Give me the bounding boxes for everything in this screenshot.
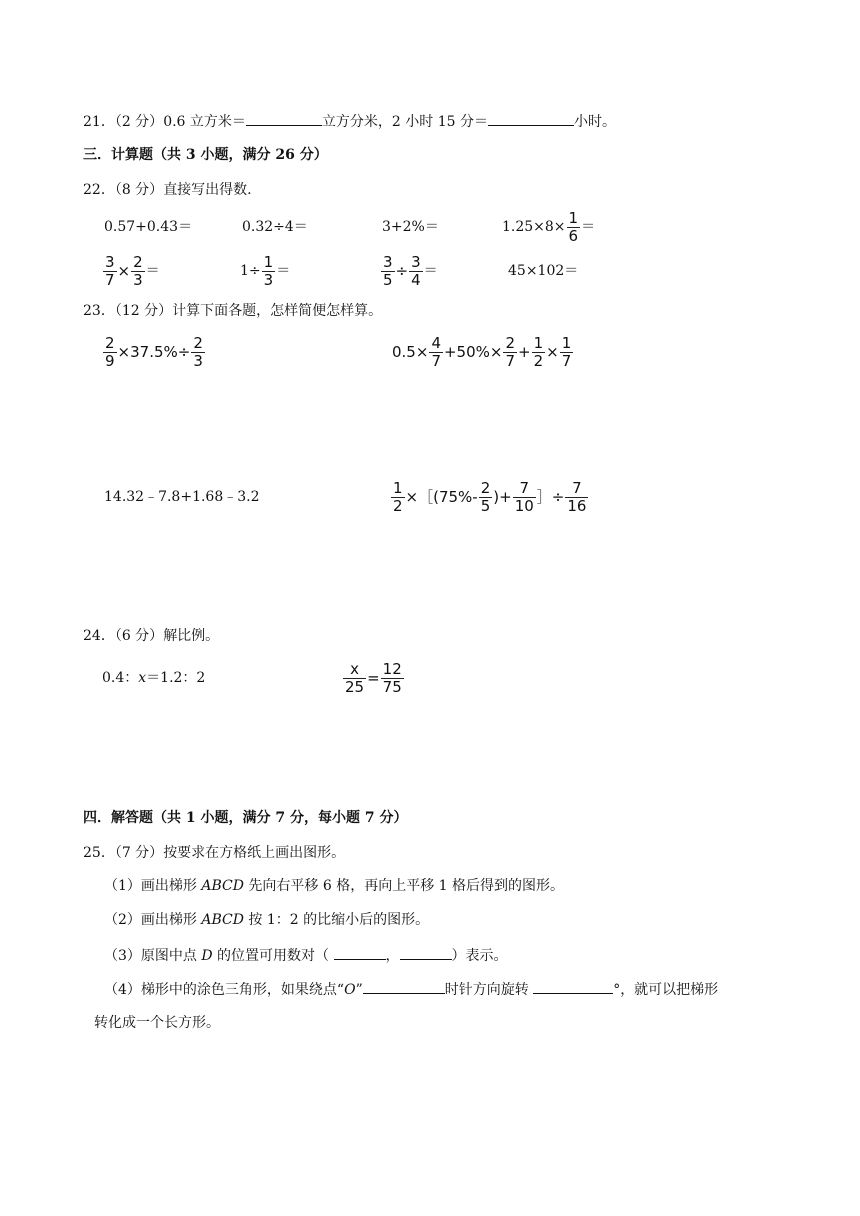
numerator: 1 xyxy=(533,333,544,352)
fraction xyxy=(429,335,443,370)
numerator: 1 xyxy=(568,208,579,227)
denominator: 2 xyxy=(393,496,403,515)
question-text: 0.6 立方米＝ xyxy=(163,114,246,130)
question-text: 计算下面各题，怎样简便怎样算。 xyxy=(172,303,383,319)
denominator: 3 xyxy=(133,270,143,289)
fraction xyxy=(343,661,366,696)
question-number: 25． xyxy=(83,845,115,861)
expression xyxy=(502,209,595,245)
numerator: 1 xyxy=(263,252,274,271)
expression-text: ＝ xyxy=(581,219,596,235)
numerator: 7 xyxy=(513,480,536,498)
expression xyxy=(102,253,160,289)
expression-text: ×37.5%÷ xyxy=(117,343,191,361)
sub-question-2 xyxy=(104,910,429,930)
denominator: 7 xyxy=(561,351,572,370)
fraction xyxy=(191,335,205,370)
expression-text: 0.5× xyxy=(392,343,429,361)
question-score: （12 分） xyxy=(114,303,173,319)
question-25 xyxy=(83,843,345,863)
answer-blank[interactable] xyxy=(400,944,452,960)
expression xyxy=(102,334,206,370)
question-21 xyxy=(83,110,616,132)
denominator: 25 xyxy=(345,677,365,696)
variable: x xyxy=(138,670,147,686)
sub-question-3 xyxy=(104,944,508,966)
numerator: 1 xyxy=(393,478,403,497)
expression-text: ＝ xyxy=(145,263,160,279)
operator: ÷ xyxy=(395,262,409,280)
question-text: （4）梯形中的涂色三角形，如果绕点“ xyxy=(104,982,345,998)
fraction xyxy=(479,480,493,515)
variable: ABCD xyxy=(201,878,244,894)
expression: 0.57+0.43＝ xyxy=(104,219,193,235)
denominator: 7 xyxy=(105,270,115,289)
denominator: 6 xyxy=(568,226,579,245)
question-text: 先向右平移 6 格，再向上平移 1 格后得到的图形。 xyxy=(243,878,565,894)
answer-blank[interactable] xyxy=(246,110,322,126)
expression xyxy=(392,334,574,370)
question-number: 22． xyxy=(83,182,115,198)
question-22 xyxy=(83,180,252,200)
numerator: 2 xyxy=(480,478,491,497)
denominator: 10 xyxy=(514,496,534,515)
question-text: 按要求在方格纸上画出图形。 xyxy=(163,845,346,861)
numerator: 7 xyxy=(565,480,588,498)
answer-blank[interactable] xyxy=(533,978,613,994)
expression: 0.32÷4＝ xyxy=(242,219,308,235)
denominator: 4 xyxy=(411,270,421,289)
expression xyxy=(102,668,205,688)
variable: O xyxy=(344,982,356,998)
expression xyxy=(342,660,405,696)
fraction xyxy=(567,210,581,245)
denominator: 9 xyxy=(105,351,115,370)
expression-text: 1÷ xyxy=(240,263,261,279)
question-score: （7 分） xyxy=(114,845,164,861)
section-title: 四．解答题（共 1 小题，满分 7 分，每小题 7 分） xyxy=(83,810,408,826)
expression-text: ＝ xyxy=(423,263,438,279)
expression xyxy=(390,479,589,515)
operator: × xyxy=(117,262,131,280)
question-text: 小时。 xyxy=(573,114,616,130)
expression: 45×102＝ xyxy=(508,263,579,279)
question-text: °，就可以把梯形 xyxy=(613,982,719,998)
question-score: （8 分） xyxy=(114,182,164,198)
fraction xyxy=(565,480,588,515)
expression-text: )+ xyxy=(493,488,512,506)
numerator: 2 xyxy=(505,333,516,352)
operator: = xyxy=(367,669,380,687)
question-number: 23． xyxy=(83,303,115,319)
numerator: 2 xyxy=(193,333,203,352)
numerator: 2 xyxy=(133,252,143,271)
denominator: 5 xyxy=(480,496,491,515)
denominator: 7 xyxy=(505,351,516,370)
fraction xyxy=(381,254,395,289)
question-text: ， xyxy=(385,948,400,964)
answer-blank[interactable] xyxy=(488,110,574,126)
denominator: 16 xyxy=(567,496,587,515)
question-text: 解比例。 xyxy=(163,628,220,644)
question-text: ” xyxy=(355,982,363,998)
fraction xyxy=(503,335,517,370)
answer-blank[interactable] xyxy=(334,944,386,960)
question-text: 立方分米，2 小时 15 分＝ xyxy=(321,114,488,130)
question-text: 按 1：2 的比缩小后的图形。 xyxy=(243,912,430,928)
numerator: 3 xyxy=(383,252,393,271)
numerator: x xyxy=(343,661,366,679)
sub-question-1 xyxy=(104,876,564,896)
fraction xyxy=(103,254,117,289)
fraction xyxy=(560,335,574,370)
expression-text: ＝ xyxy=(276,263,291,279)
expression-text: ×［(75%- xyxy=(405,488,478,506)
question-text: （3）原图中点 xyxy=(104,948,202,964)
expression-text: ＝1.2：2 xyxy=(146,670,206,686)
denominator: 5 xyxy=(383,270,393,289)
expression-text: +50%× xyxy=(443,343,503,361)
denominator: 3 xyxy=(263,270,274,289)
expression: 14.32﹣7.8+1.68﹣3.2 xyxy=(104,489,260,505)
expression: 3+2%＝ xyxy=(382,219,439,235)
fraction xyxy=(532,335,546,370)
question-text: （2）画出梯形 xyxy=(104,912,202,928)
fraction xyxy=(131,254,145,289)
fraction xyxy=(391,480,405,515)
denominator: 2 xyxy=(533,351,544,370)
numerator: 12 xyxy=(382,659,402,678)
question-text: 时针方向旋转 xyxy=(444,982,534,998)
denominator: 75 xyxy=(382,677,402,696)
question-text: ）表示。 xyxy=(451,948,508,964)
sub-question-4 xyxy=(104,978,718,1000)
question-number: 21． xyxy=(83,114,115,130)
question-score: （2 分） xyxy=(114,114,164,130)
operator: + xyxy=(518,343,531,361)
question-text: 的位置可用数对（ xyxy=(212,948,334,964)
question-text: （1）画出梯形 xyxy=(104,878,202,894)
fraction xyxy=(381,661,404,696)
numerator: 1 xyxy=(561,333,572,352)
sub-question-4-continuation: 转化成一个长方形。 xyxy=(94,1015,220,1031)
numerator: 4 xyxy=(431,333,441,352)
expression xyxy=(380,253,438,289)
answer-blank[interactable] xyxy=(363,978,445,994)
question-24 xyxy=(83,626,219,646)
expression xyxy=(240,253,290,289)
section-title: 三．计算题（共 3 小题，满分 26 分） xyxy=(83,147,328,163)
variable: D xyxy=(201,948,213,964)
question-text: 直接写出得数. xyxy=(163,182,252,198)
numerator: 3 xyxy=(105,252,115,271)
question-number: 24． xyxy=(83,628,115,644)
fraction xyxy=(103,335,117,370)
denominator: 7 xyxy=(431,351,441,370)
expression-text: 1.25×8× xyxy=(502,219,566,235)
numerator: 2 xyxy=(105,333,115,352)
question-23 xyxy=(83,301,382,321)
expression-text: ］÷ xyxy=(536,488,565,506)
operator: × xyxy=(546,343,559,361)
expression-text: 0.4： xyxy=(102,670,139,686)
question-score: （6 分） xyxy=(114,628,164,644)
fraction xyxy=(262,254,276,289)
variable: ABCD xyxy=(201,912,244,928)
denominator: 3 xyxy=(193,351,203,370)
numerator: 3 xyxy=(411,252,421,271)
fraction xyxy=(409,254,423,289)
fraction xyxy=(513,480,536,515)
